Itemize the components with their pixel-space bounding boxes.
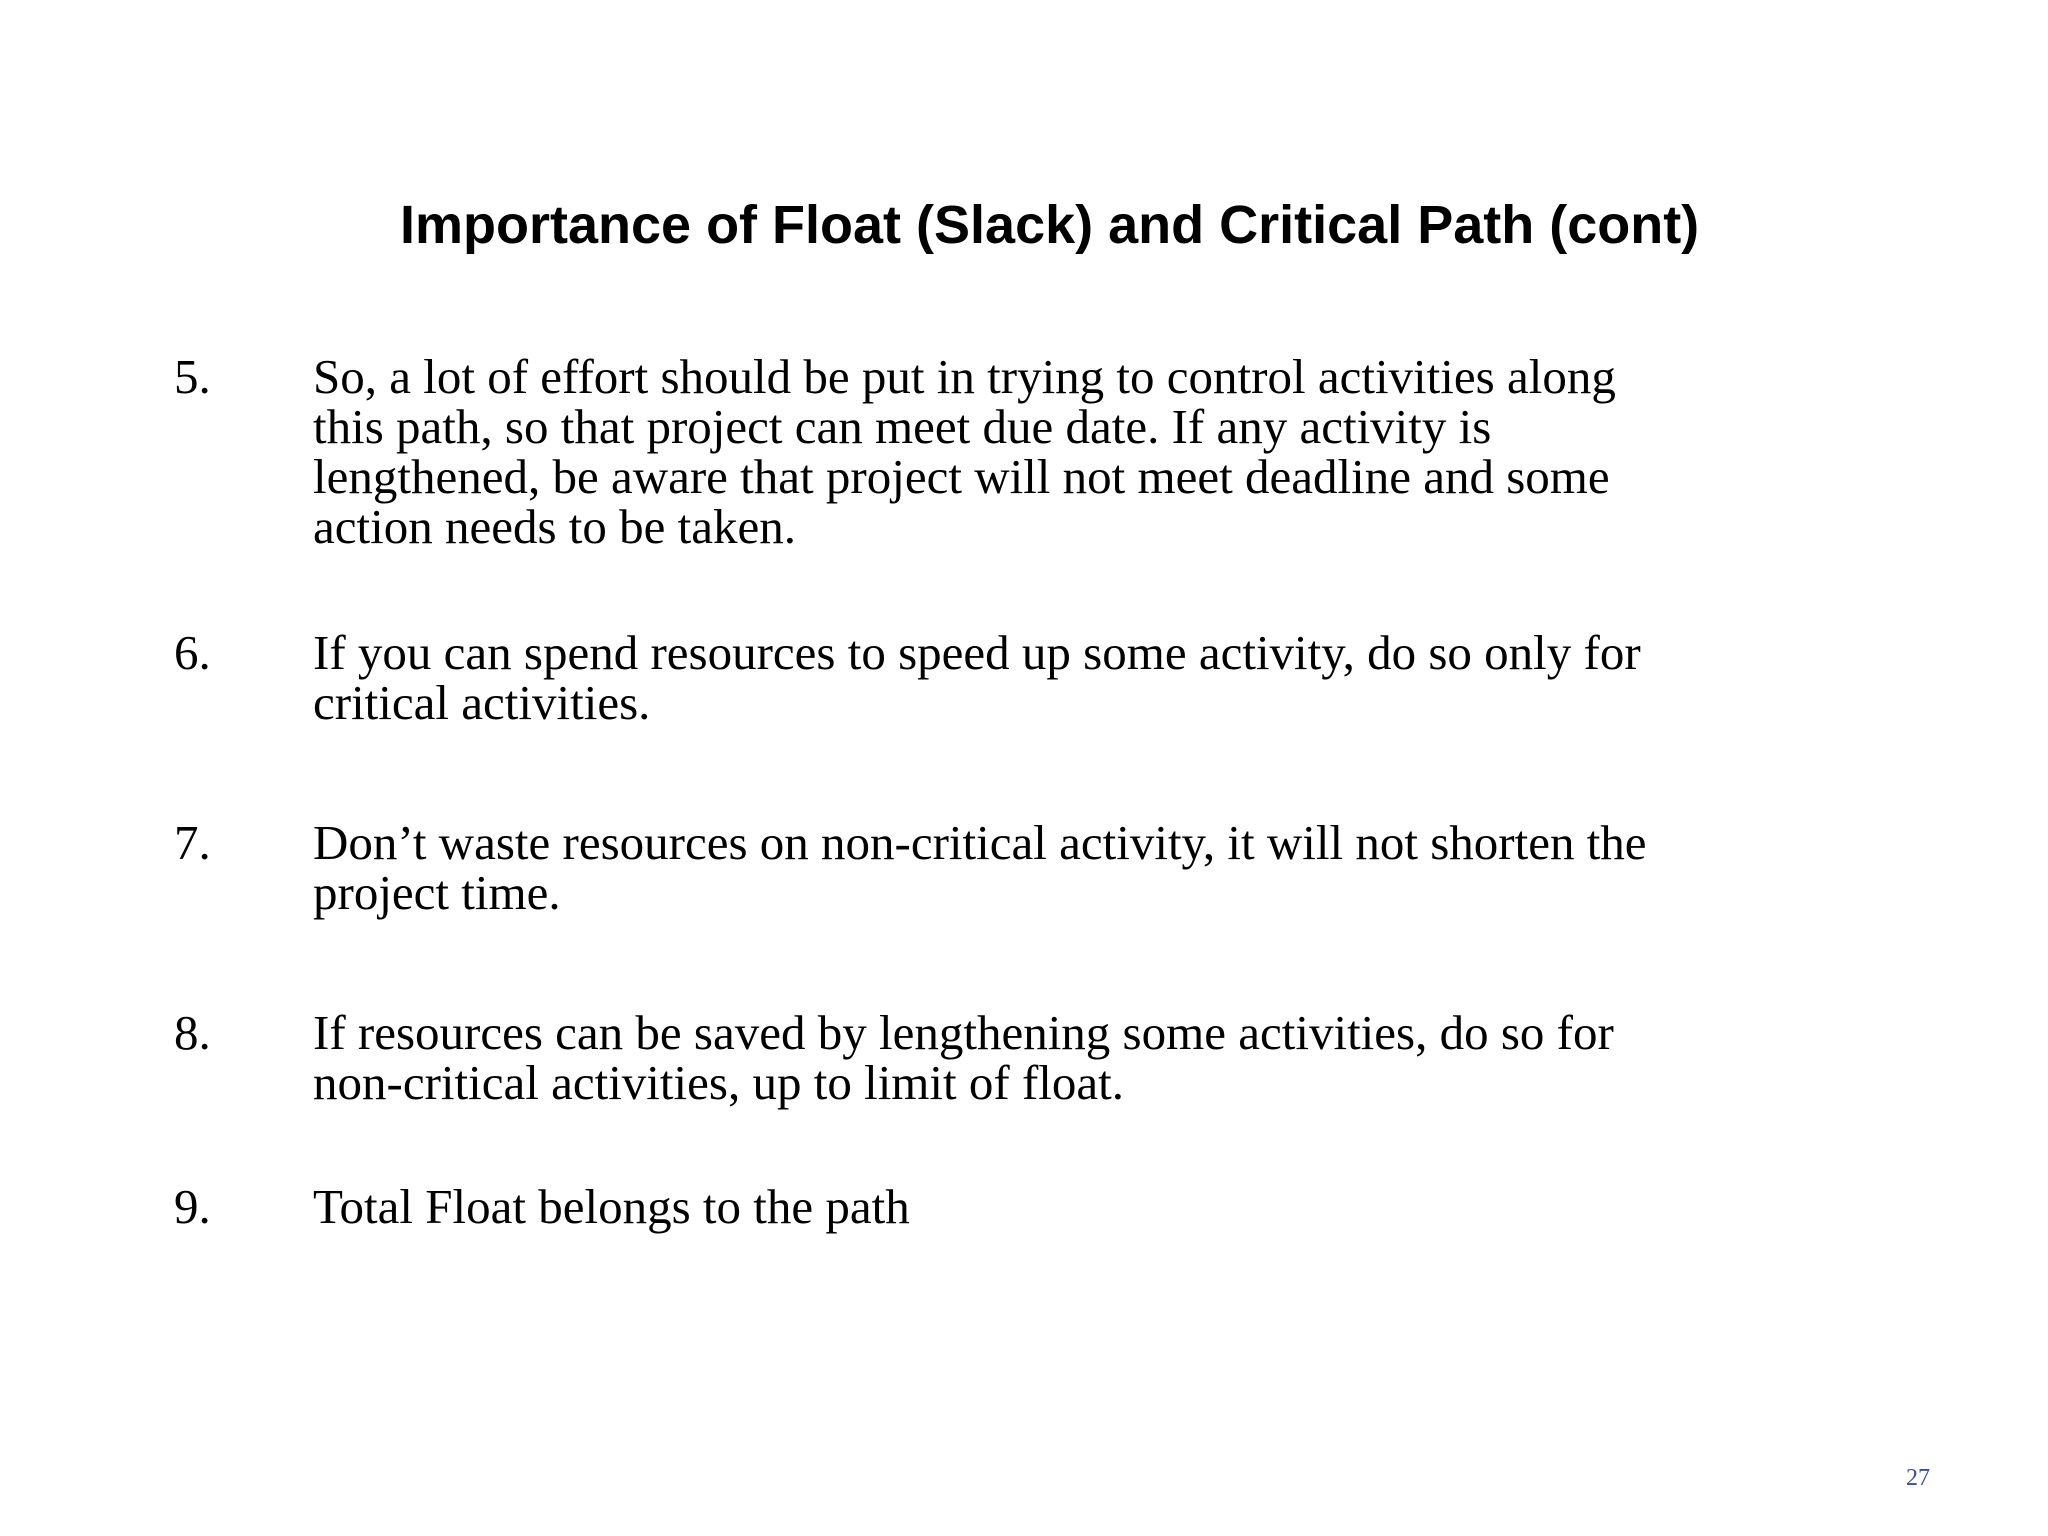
slide-title: Importance of Float (Slack) and Critical Path (cont) bbox=[400, 195, 1700, 255]
list-item-number: 6. bbox=[174, 625, 211, 680]
list-item-text bbox=[313, 1005, 1933, 1110]
list-item-line: action needs to be taken. bbox=[313, 499, 797, 554]
list-item-text bbox=[313, 349, 1933, 554]
list-item-text bbox=[313, 625, 1933, 730]
list-item-number: 8. bbox=[174, 1005, 211, 1060]
list-item-line: this path, so that project can meet due date. If any activity is bbox=[313, 399, 1492, 454]
list-item-text bbox=[313, 1179, 1933, 1234]
list-item-line: project time. bbox=[313, 865, 561, 920]
list-item-text bbox=[313, 815, 1933, 920]
list-item-line: critical activities. bbox=[313, 675, 651, 730]
list-item-line: non-critical activities, up to limit of float. bbox=[313, 1055, 1125, 1110]
list-item-line: If you can spend resources to speed up some activity, do so only for bbox=[313, 625, 1641, 680]
page-number: 27 bbox=[1906, 1465, 1930, 1491]
list-item-line: Don’t waste resources on non-critical activity, it will not shorten the bbox=[313, 815, 1647, 870]
list-item-number: 5. bbox=[174, 349, 211, 404]
list-item-line: If resources can be saved by lengthening some activities, do so for bbox=[313, 1005, 1614, 1060]
list-item-line: lengthened, be aware that project will not meet deadline and some bbox=[313, 449, 1610, 504]
list-item-line: Total Float belongs to the path bbox=[313, 1179, 910, 1234]
list-item-number: 7. bbox=[174, 815, 211, 870]
list-item-number: 9. bbox=[174, 1179, 211, 1234]
list-item-line: So, a lot of effort should be put in trying to control activities along bbox=[313, 349, 1616, 404]
